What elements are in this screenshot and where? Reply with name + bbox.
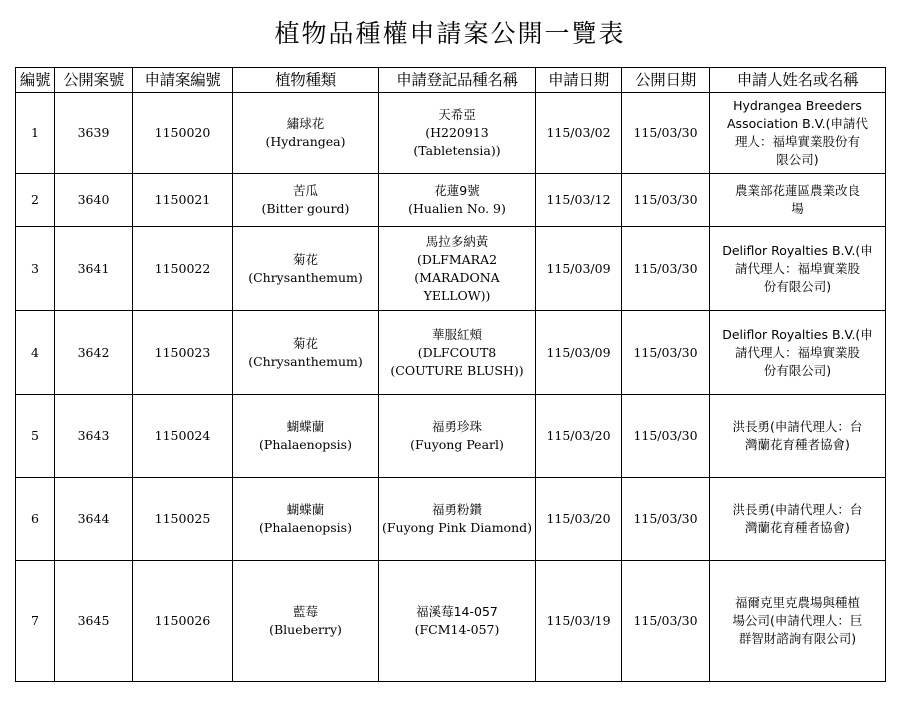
cell-pub-date: 115/03/30 <box>622 561 710 682</box>
cell-app-date: 115/03/20 <box>536 478 622 561</box>
cell-app-no: 1150021 <box>133 174 233 227</box>
cell-app-date: 115/03/12 <box>536 174 622 227</box>
applicant-line: 理人：福埠實業股份有 <box>734 134 860 149</box>
cell-applicant <box>710 395 886 478</box>
cell-app-no: 1150026 <box>133 561 233 682</box>
cell-pub-date: 115/03/30 <box>622 93 710 174</box>
applicant-line: 灣蘭花育種者協會) <box>745 437 850 452</box>
applicant-line: Deliflor Royalties B.V.(申 <box>722 242 873 258</box>
species-zh: 菊花 <box>292 251 318 267</box>
table-row <box>16 561 886 682</box>
applicant-line: 灣蘭花育種者協會) <box>745 520 850 535</box>
species-zh: 苦瓜 <box>292 183 318 198</box>
cell-pub-no: 3639 <box>55 93 133 174</box>
cell-pub-date: 115/03/30 <box>622 174 710 227</box>
cell-species <box>233 561 379 682</box>
cell-variety <box>379 478 536 561</box>
header-applicant: 申請人姓名或名稱 <box>710 68 886 93</box>
species-zh: 菊花 <box>292 335 318 351</box>
registry-table <box>15 67 886 682</box>
species-zh: 蝴蝶蘭 <box>286 502 325 517</box>
variety-line: 天希亞 <box>438 107 476 122</box>
cell-app-date: 115/03/09 <box>536 311 622 395</box>
species-en: (Phalaenopsis) <box>259 520 352 535</box>
cell-pub-no: 3642 <box>55 311 133 395</box>
species-en: (Phalaenopsis) <box>259 437 352 452</box>
cell-pub-date: 115/03/30 <box>622 311 710 395</box>
cell-app-no: 1150024 <box>133 395 233 478</box>
cell-no: 7 <box>16 561 55 682</box>
variety-line: 花蓮9號 <box>434 183 480 198</box>
cell-no: 6 <box>16 478 55 561</box>
species-en: (Chrysanthemum) <box>248 353 363 369</box>
cell-applicant <box>710 93 886 174</box>
applicant-line: 請代理人：福埠實業股 <box>734 260 860 276</box>
cell-no: 2 <box>16 174 55 227</box>
cell-app-date: 115/03/20 <box>536 395 622 478</box>
cell-no: 1 <box>16 93 55 174</box>
cell-no: 5 <box>16 395 55 478</box>
cell-app-no: 1150025 <box>133 478 233 561</box>
cell-applicant <box>710 561 886 682</box>
cell-applicant <box>710 311 886 395</box>
applicant-line: Hydrangea Breeders <box>733 98 862 113</box>
applicant-line: 場公司(申請代理人：巨 <box>732 613 863 628</box>
species-zh: 藍莓 <box>292 604 318 619</box>
cell-variety <box>379 395 536 478</box>
header-no: 編號 <box>16 68 55 93</box>
variety-line: 福勇粉鑽 <box>431 502 482 517</box>
variety-line: (FCM14-057) <box>414 622 500 637</box>
cell-applicant <box>710 227 886 311</box>
variety-line: (DLFMARA2 <box>416 251 498 267</box>
cell-species <box>233 311 379 395</box>
cell-pub-date: 115/03/30 <box>622 395 710 478</box>
header-variety: 申請登記品種名稱 <box>379 68 536 93</box>
applicant-line: 福爾克里克農場與種植 <box>734 595 860 610</box>
variety-line: (MARADONA <box>414 269 500 285</box>
species-en: (Chrysanthemum) <box>248 269 363 285</box>
cell-species <box>233 395 379 478</box>
variety-line: 馬拉多納黃 <box>425 233 489 249</box>
table-row <box>16 478 886 561</box>
cell-applicant <box>710 174 886 227</box>
variety-line: (Fuyong Pink Diamond) <box>382 520 532 535</box>
variety-line: 福溪莓14-057 <box>416 604 498 619</box>
cell-pub-no: 3641 <box>55 227 133 311</box>
cell-pub-no: 3643 <box>55 395 133 478</box>
header-row <box>16 68 886 93</box>
table-row <box>16 395 886 478</box>
table-row <box>16 311 886 395</box>
applicant-line: 農業部花蓮區農業改良 <box>734 183 860 198</box>
cell-variety <box>379 93 536 174</box>
cell-variety <box>379 561 536 682</box>
cell-pub-date: 115/03/30 <box>622 227 710 311</box>
cell-variety <box>379 311 536 395</box>
species-en: (Hydrangea) <box>265 134 346 149</box>
header-app-date: 申請日期 <box>536 68 622 93</box>
applicant-line: Association B.V.(申請代 <box>727 116 868 131</box>
cell-no: 3 <box>16 227 55 311</box>
header-app-no: 申請案編號 <box>133 68 233 93</box>
species-en: (Bitter gourd) <box>261 201 350 216</box>
cell-pub-no: 3645 <box>55 561 133 682</box>
variety-line: (COUTURE BLUSH)) <box>390 362 524 378</box>
applicant-line: 場 <box>791 201 804 216</box>
cell-applicant <box>710 478 886 561</box>
variety-line: YELLOW)) <box>423 287 491 303</box>
applicant-line: 請代理人：福埠實業股 <box>734 344 860 360</box>
applicant-line: 份有限公司) <box>763 362 832 378</box>
variety-line: 福勇珍珠 <box>431 419 482 434</box>
table-row <box>16 227 886 311</box>
cell-app-date: 115/03/09 <box>536 227 622 311</box>
cell-species <box>233 93 379 174</box>
cell-app-no: 1150023 <box>133 311 233 395</box>
species-zh: 繡球花 <box>286 116 325 131</box>
cell-pub-no: 3644 <box>55 478 133 561</box>
variety-line: (H220913 (Tabletensia)) <box>413 125 501 158</box>
header-pub-no: 公開案號 <box>55 68 133 93</box>
cell-app-date: 115/03/02 <box>536 93 622 174</box>
applicant-line: 限公司) <box>776 152 819 167</box>
applicant-line: Deliflor Royalties B.V.(申 <box>722 326 873 342</box>
species-en: (Blueberry) <box>269 622 342 637</box>
variety-line: 華服紅頰 <box>431 326 482 342</box>
table-row <box>16 174 886 227</box>
cell-app-date: 115/03/19 <box>536 561 622 682</box>
species-zh: 蝴蝶蘭 <box>286 419 325 434</box>
variety-line: (DLFCOUT8 <box>417 344 497 360</box>
cell-species <box>233 227 379 311</box>
page-title: 植物品種權申請案公開一覽表 <box>274 19 626 48</box>
cell-pub-date: 115/03/30 <box>622 478 710 561</box>
table-row <box>16 93 886 174</box>
cell-species <box>233 478 379 561</box>
header-species: 植物種類 <box>233 68 379 93</box>
cell-species <box>233 174 379 227</box>
cell-pub-no: 3640 <box>55 174 133 227</box>
applicant-line: 份有限公司) <box>763 278 832 294</box>
applicant-line: 群智財諮詢有限公司) <box>738 631 857 646</box>
variety-line: (Fuyong Pearl) <box>410 437 504 452</box>
header-pub-date: 公開日期 <box>622 68 710 93</box>
cell-no: 4 <box>16 311 55 395</box>
variety-line: (Hualien No. 9) <box>408 201 506 216</box>
applicant-line: 洪長勇(申請代理人：台 <box>732 419 863 434</box>
cell-app-no: 1150020 <box>133 93 233 174</box>
applicant-line: 洪長勇(申請代理人：台 <box>732 502 863 517</box>
cell-app-no: 1150022 <box>133 227 233 311</box>
cell-variety <box>379 174 536 227</box>
cell-variety <box>379 227 536 311</box>
